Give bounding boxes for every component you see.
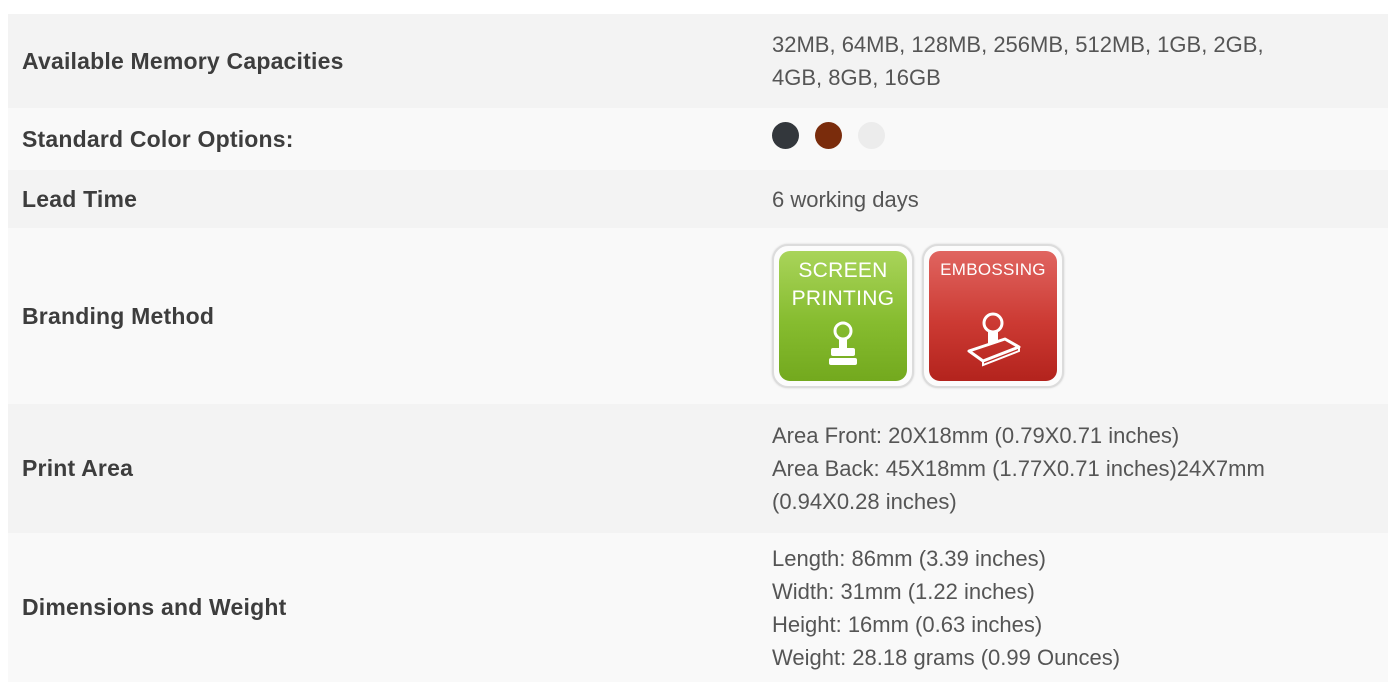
spec-value [772,419,1388,518]
dimension-length: Length: 86mm (3.39 inches) [772,545,1046,571]
branding-badges [772,244,1388,388]
print-area-line: Area Back: 45X18mm (1.77X0.71 inches)24X7mm [772,456,1265,481]
spec-value: 6 working days [772,186,919,212]
dimension-width: Width: 31mm (1.22 inches) [772,578,1035,604]
spec-label: Available Memory Capacities [22,47,344,74]
dimension-height: Height: 16mm (0.63 inches) [772,611,1043,637]
memory-line: 32MB, 64MB, 128MB, 256MB, 512MB, 1GB, 2GB, [772,32,1264,57]
spec-value [772,28,1388,94]
spec-value [772,542,1388,674]
spec-value [772,244,1388,388]
branding-badge-screen-printing[interactable] [772,244,914,388]
spec-row-memory [8,14,1388,108]
spec-table [8,14,1388,682]
embosser-icon [963,311,1023,367]
color-swatch-dark-gray[interactable] [772,122,799,149]
branding-badge-embossing[interactable] [922,244,1064,388]
spec-label: Branding Method [22,302,215,329]
memory-line: 4GB, 8GB, 16GB [772,65,941,90]
color-swatch-brown[interactable] [815,122,842,149]
spec-row-lead-time [8,170,1388,228]
spec-label: Print Area [22,455,134,481]
spec-row-branding [8,228,1388,404]
print-area-line: Area Front: 20X18mm (0.79X0.71 inches) [772,423,1180,448]
spec-value [772,122,1388,149]
color-swatch-white[interactable] [858,122,885,149]
color-swatches [772,122,1388,149]
dimension-weight: Weight: 28.18 grams (0.99 Ounces) [772,644,1121,670]
spec-row-colors [8,108,1388,170]
spec-label: Dimensions and Weight [22,594,287,620]
badge-label: PRINTING [791,287,895,310]
spec-row-print-area [8,404,1388,533]
spec-label: Lead Time [22,185,138,212]
spec-label: Standard Color Options: [22,125,294,152]
print-area-line: (0.94X0.28 inches) [772,489,957,514]
badge-label: EMBOSSING [940,260,1046,279]
badge-label: SCREEN [798,259,888,282]
spec-row-dimensions [8,533,1388,682]
stamp-icon [826,321,860,369]
